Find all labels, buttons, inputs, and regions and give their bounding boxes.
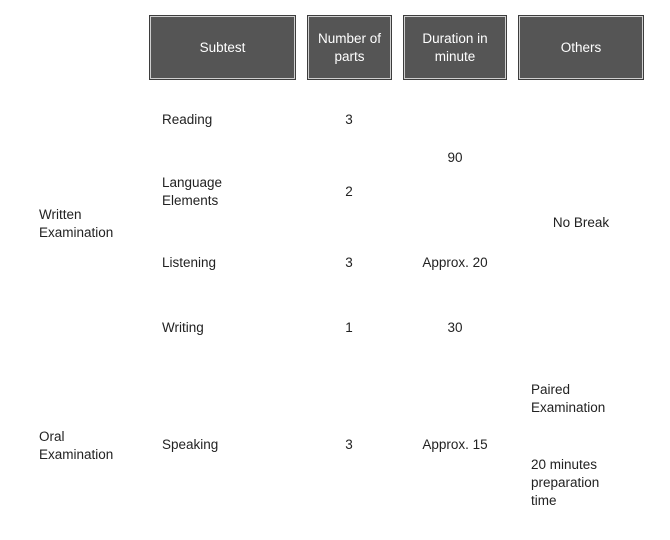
subtest-writing: Writing [162, 320, 204, 335]
others-preparation-time: 20 minutes preparation time [531, 457, 600, 508]
header-others-label: Others [560, 39, 602, 55]
parts-reading: 3 [345, 112, 353, 127]
header-parts-label: Number of parts [317, 30, 382, 64]
parts-writing: 1 [345, 320, 353, 335]
header-subtest [150, 16, 295, 79]
others-written: No Break [552, 215, 610, 230]
subtest-listening: Listening [162, 255, 217, 270]
category-oral-examination: Oral Examination [39, 429, 114, 462]
subtest-speaking: Speaking [162, 437, 219, 452]
header-duration [404, 16, 506, 79]
duration-reading-language: 90 [447, 150, 463, 165]
header-subtest-label: Subtest [199, 39, 246, 55]
others-paired-examination: Paired Examination [531, 382, 606, 415]
category-written-examination: Written Examination [39, 207, 114, 240]
subtest-reading: Reading [162, 112, 213, 127]
parts-language-elements: 2 [345, 184, 353, 199]
header-number-of-parts [308, 16, 391, 79]
duration-writing: 30 [447, 320, 463, 335]
parts-listening: 3 [345, 255, 353, 270]
header-duration-label: Duration in minute [422, 30, 488, 64]
header-others [519, 16, 643, 79]
subtest-language-elements: Language Elements [162, 175, 223, 208]
parts-speaking: 3 [345, 437, 353, 452]
duration-listening: Approx. 20 [422, 255, 488, 270]
duration-speaking: Approx. 15 [422, 437, 488, 452]
